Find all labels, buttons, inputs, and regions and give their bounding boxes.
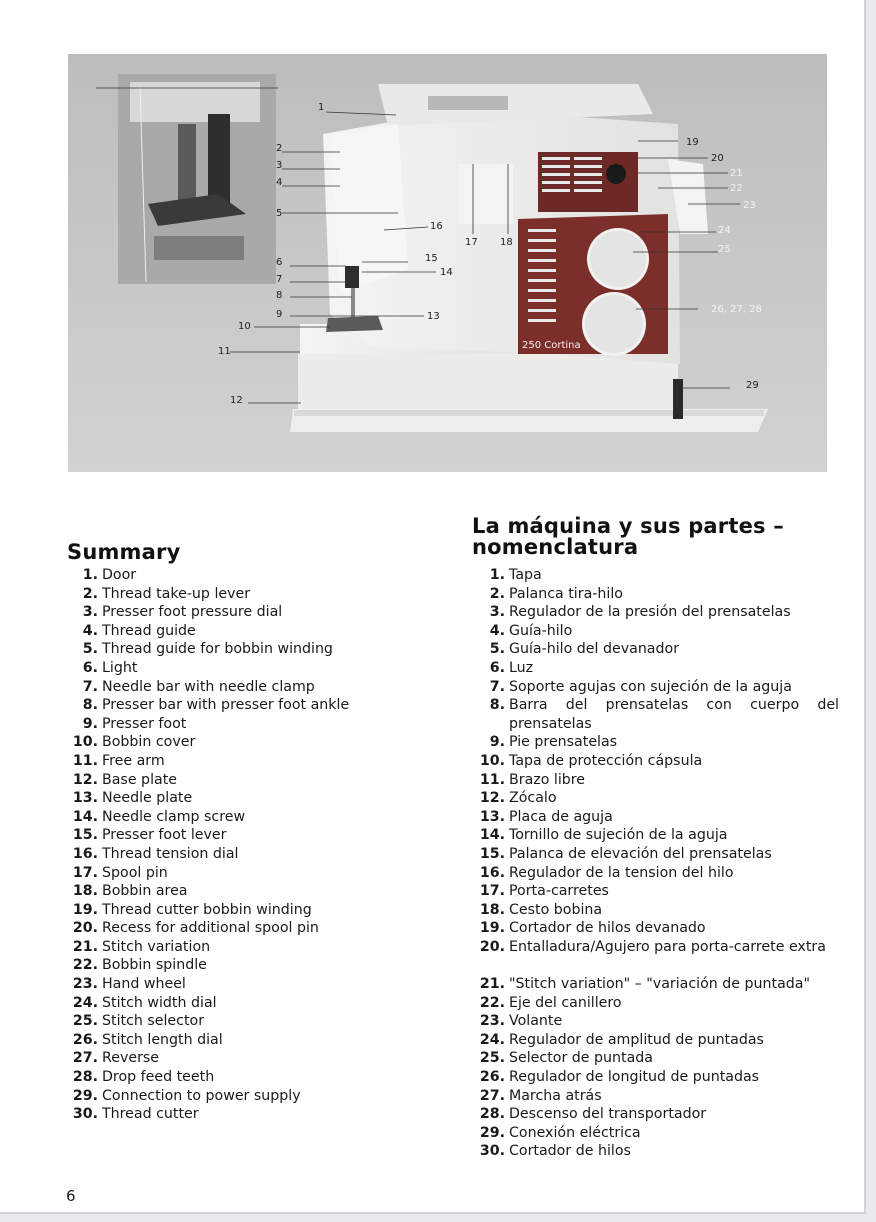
list-item: [82, 678, 349, 697]
item-text: Thread cutter: [102, 1106, 199, 1123]
item-number: 1.: [489, 567, 505, 583]
item-text: Presser foot: [102, 715, 187, 732]
item-text: Tapa de protección cápsula: [509, 752, 703, 769]
sewing-machine-photo: [68, 54, 827, 472]
list-item: [72, 808, 349, 827]
callout-22: 22: [730, 183, 743, 194]
callout-3: 3: [276, 160, 283, 171]
item-text: Cortador de hilos devanado: [509, 920, 706, 937]
item-text: Needle plate: [102, 790, 193, 807]
summary-title: Summary: [67, 540, 181, 564]
callout-12: 12: [230, 395, 243, 406]
list-item: [72, 975, 349, 994]
list-item: [72, 901, 349, 920]
item-text: Guía-hilo del devanador: [509, 641, 680, 658]
list-item: [479, 1068, 839, 1087]
item-text: Luz: [509, 659, 534, 676]
item-number: 12.: [479, 790, 505, 807]
item-text: Stitch selector: [102, 1013, 205, 1030]
item-text: Presser bar with presser foot ankle: [102, 697, 350, 714]
item-text: Barra del prensatelas con cuerpo del prensatelas: [509, 697, 839, 732]
item-text: Thread guide for bobbin winding: [102, 641, 333, 658]
item-text: Regulador de longitud de puntadas: [509, 1069, 760, 1086]
item-text: Palanca de elevación del prensatelas: [509, 845, 772, 862]
list-item: [479, 994, 839, 1013]
item-number: 16.: [72, 845, 98, 862]
item-text: Light: [102, 659, 138, 676]
item-number: 10.: [72, 734, 98, 751]
list-item: [479, 919, 839, 938]
list-item: [479, 826, 839, 845]
item-text: Presser foot pressure dial: [102, 604, 283, 621]
item-number: 22.: [72, 957, 98, 974]
list-item: [489, 678, 839, 697]
item-number: 3.: [489, 604, 505, 621]
list-item: [72, 919, 349, 938]
item-text: Thread tension dial: [102, 845, 239, 862]
list-item: [72, 956, 349, 975]
item-number: 17.: [72, 864, 98, 881]
list-item: [479, 789, 839, 808]
list-item: [479, 882, 839, 901]
item-number: 28.: [479, 1106, 505, 1123]
callout-6: 6: [276, 257, 283, 268]
callout-24: 24: [718, 225, 731, 236]
item-number: 24.: [72, 994, 98, 1011]
list-item: [82, 622, 349, 641]
item-text: Guía-hilo: [509, 622, 573, 639]
item-number: 19.: [72, 901, 98, 918]
list-item: [72, 771, 349, 790]
nomenclatura-title-line2: nomenclatura: [472, 535, 639, 559]
item-number: 24.: [479, 1031, 505, 1048]
list-item: [72, 1012, 349, 1031]
list-item: [72, 845, 349, 864]
list-item: [479, 845, 839, 864]
item-number: 26.: [479, 1069, 505, 1086]
list-item: [72, 826, 349, 845]
callout-17: 17: [465, 237, 478, 248]
callout-26-27-28: 26, 27, 28: [711, 304, 762, 315]
item-number: 30.: [72, 1106, 98, 1123]
item-text: Regulador de la presión del prensatelas: [509, 604, 791, 621]
item-text: Bobbin area: [102, 883, 188, 900]
item-number: 15.: [72, 827, 98, 844]
item-number: 25.: [479, 1050, 505, 1067]
list-item: [82, 603, 349, 622]
list-item: [72, 733, 349, 752]
nomenclatura-title: [472, 516, 784, 558]
item-number: 6.: [82, 659, 98, 676]
item-text: Tapa: [509, 567, 542, 583]
callout-4: 4: [276, 177, 283, 188]
callout-5: 5: [276, 208, 283, 219]
item-number: 12.: [72, 771, 98, 788]
nomenclatura-title-line1: La máquina y sus partes –: [472, 514, 784, 538]
list-item: [489, 585, 839, 604]
item-text: Bobbin cover: [102, 734, 196, 751]
item-text: Base plate: [102, 771, 177, 788]
item-text: Regulador de amplitud de puntadas: [509, 1031, 764, 1048]
item-number: 5.: [82, 641, 98, 658]
item-number: 8.: [82, 697, 98, 714]
callout-13: 13: [427, 311, 440, 322]
page-number: 6: [66, 1187, 76, 1205]
item-text: Regulador de la tension del hilo: [509, 864, 734, 881]
item-number: 27.: [72, 1050, 98, 1067]
item-number: 23.: [479, 1013, 505, 1030]
item-number: 26.: [72, 1031, 98, 1048]
list-item: [489, 566, 839, 585]
item-number: 6.: [489, 659, 505, 676]
list-item: [489, 659, 839, 678]
item-number: 1.: [82, 567, 98, 583]
item-number: 28.: [72, 1069, 98, 1086]
item-text: Thread cutter bobbin winding: [102, 901, 312, 918]
summary-list: [72, 566, 350, 1124]
item-text: Thread guide: [102, 622, 196, 639]
item-number: 17.: [479, 883, 505, 900]
list-item: [479, 1124, 839, 1143]
callout-8: 8: [276, 290, 283, 301]
list-item: [72, 1031, 349, 1050]
item-text: Needle bar with needle clamp: [102, 678, 315, 695]
callout-10: 10: [238, 321, 251, 332]
list-item: [72, 752, 349, 771]
item-text: Needle clamp screw: [102, 808, 246, 825]
list-item: [72, 938, 349, 957]
item-text: Connection to power supply: [102, 1087, 301, 1104]
item-text: Door: [102, 567, 137, 583]
list-item: [72, 994, 349, 1013]
item-text: Drop feed teeth: [102, 1069, 215, 1086]
callout-15: 15: [425, 253, 438, 264]
item-text: Pie prensatelas: [509, 734, 618, 751]
item-text: Porta-carretes: [509, 883, 609, 900]
list-item: [82, 640, 349, 659]
item-number: 30.: [479, 1143, 505, 1160]
list-item: [82, 715, 349, 734]
item-text: Placa de aguja: [509, 808, 613, 825]
item-number: 9.: [489, 734, 505, 751]
item-number: 11.: [479, 771, 505, 788]
item-text: Selector de puntada: [509, 1050, 653, 1067]
item-text: Hand wheel: [102, 976, 186, 993]
item-text: Thread take-up lever: [102, 585, 251, 602]
list-item: [479, 1087, 839, 1106]
item-text: Entalladura/Agujero para porta-carrete extra: [509, 938, 826, 955]
list-item: [489, 640, 839, 659]
item-text: Free arm: [102, 752, 165, 769]
callout-18: 18: [500, 237, 513, 248]
item-number: 3.: [82, 604, 98, 621]
callout-16: 16: [430, 221, 443, 232]
item-number: 29.: [72, 1087, 98, 1104]
list-item: [72, 1068, 349, 1087]
list-item: [479, 1105, 839, 1124]
list-item: [72, 1049, 349, 1068]
item-number: 15.: [479, 845, 505, 862]
item-text: Tornillo de sujeción de la aguja: [509, 827, 728, 844]
item-text: Marcha atrás: [509, 1087, 602, 1104]
item-text: Presser foot lever: [102, 827, 227, 844]
item-text: Volante: [509, 1013, 563, 1030]
list-item: [82, 566, 349, 585]
item-number: 11.: [72, 752, 98, 769]
item-number: 27.: [479, 1087, 505, 1104]
item-number: 21.: [72, 938, 98, 955]
list-item: [479, 975, 839, 994]
item-number: 16.: [479, 864, 505, 881]
item-number: 22.: [479, 994, 505, 1011]
item-text: Reverse: [102, 1050, 160, 1067]
item-text: Stitch length dial: [102, 1031, 223, 1048]
callout-21: 21: [730, 168, 743, 179]
item-number: 18.: [479, 901, 505, 918]
list-item: [489, 622, 839, 641]
list-item: [479, 1142, 839, 1161]
list-item: [82, 585, 349, 604]
item-number: 4.: [82, 622, 98, 639]
item-text: Descenso del transportador: [509, 1106, 707, 1123]
item-text: Bobbin spindle: [102, 957, 207, 974]
list-item: [479, 1049, 839, 1068]
item-number: 23.: [72, 976, 98, 993]
item-text: Zócalo: [509, 790, 557, 807]
item-text: Recess for additional spool pin: [102, 920, 319, 937]
list-item: [72, 1087, 349, 1106]
model-label: 250 Cortina: [522, 340, 581, 351]
list-item: [82, 696, 350, 715]
list-item: [479, 864, 839, 883]
item-number: 9.: [82, 715, 98, 732]
callout-25: 25: [718, 244, 731, 255]
item-number: 21.: [479, 976, 505, 993]
list-item: [479, 771, 839, 790]
item-number: 25.: [72, 1013, 98, 1030]
list-item: [479, 901, 839, 920]
callout-7: 7: [276, 274, 283, 285]
callout-19: 19: [686, 137, 699, 148]
list-item: [479, 808, 839, 827]
callout-14: 14: [440, 267, 453, 278]
item-text: Brazo libre: [509, 771, 586, 788]
nomenclatura-list: [479, 566, 839, 1161]
callout-23: 23: [743, 200, 756, 211]
item-number: 5.: [489, 641, 505, 658]
item-text: Soporte agujas con sujeción de la aguja: [509, 678, 792, 695]
item-number: 14.: [72, 808, 98, 825]
list-item: [489, 696, 839, 733]
item-number: 2.: [489, 585, 505, 602]
callout-11: 11: [218, 346, 231, 357]
callout-9: 9: [276, 309, 283, 320]
item-number: 14.: [479, 827, 505, 844]
item-number: 13.: [479, 808, 505, 825]
list-item: [489, 603, 839, 622]
list-item: [479, 752, 839, 771]
callout-1: 1: [318, 102, 325, 113]
item-number: 10.: [479, 752, 505, 769]
list-item: [479, 1031, 839, 1050]
item-text: Conexión eléctrica: [509, 1124, 641, 1141]
item-number: 7.: [489, 678, 505, 695]
list-item: [72, 1105, 349, 1124]
item-text: Stitch width dial: [102, 994, 217, 1011]
item-number: 4.: [489, 622, 505, 639]
list-item: [479, 938, 839, 975]
callout-20: 20: [711, 153, 724, 164]
item-number: 7.: [82, 678, 98, 695]
list-item: [489, 733, 839, 752]
item-text: Stitch variation: [102, 938, 211, 955]
list-item: [82, 659, 349, 678]
item-number: 2.: [82, 585, 98, 602]
item-number: 19.: [479, 920, 505, 937]
item-text: Cortador de hilos: [509, 1143, 631, 1160]
list-item: [479, 1012, 839, 1031]
item-number: 13.: [72, 790, 98, 807]
presser-foot-inset: [118, 74, 276, 284]
callout-29: 29: [746, 380, 759, 391]
list-item: [72, 864, 349, 883]
list-item: [72, 882, 349, 901]
item-text: Palanca tira-hilo: [509, 585, 623, 602]
item-text: "Stitch variation" – "variación de puntada": [509, 976, 810, 993]
item-number: 8.: [489, 697, 505, 714]
item-number: 20.: [479, 938, 505, 955]
item-number: 18.: [72, 883, 98, 900]
item-number: 20.: [72, 920, 98, 937]
item-text: Eje del canillero: [509, 994, 622, 1011]
item-number: 29.: [479, 1124, 505, 1141]
callout-2: 2: [276, 143, 283, 154]
item-text: Spool pin: [102, 864, 168, 881]
item-text: Cesto bobina: [509, 901, 603, 918]
list-item: [72, 789, 349, 808]
